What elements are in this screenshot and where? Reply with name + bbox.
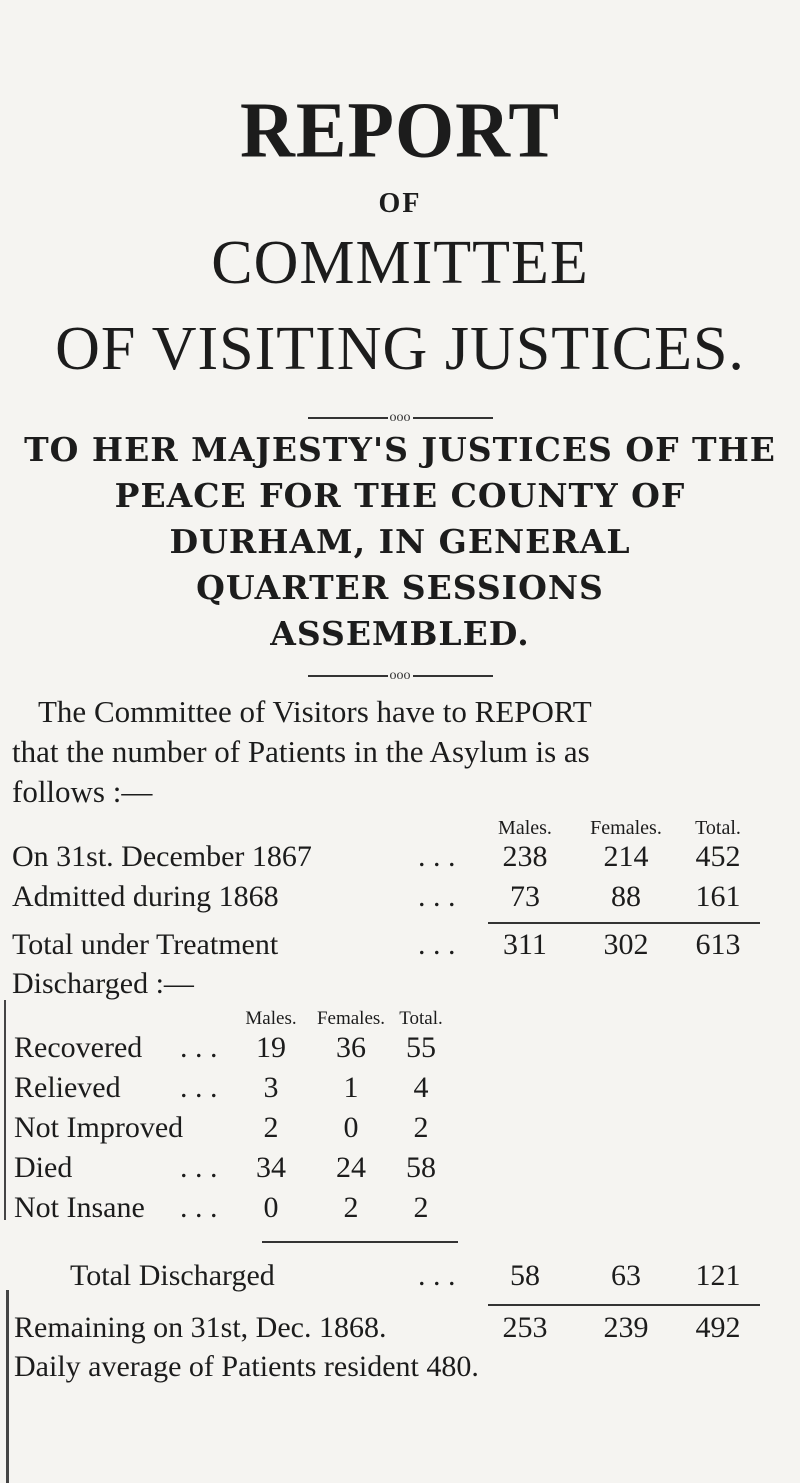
sum-rule bbox=[488, 922, 760, 924]
discharged-males-not-improved: 2 bbox=[263, 1111, 279, 1144]
separator-line bbox=[413, 417, 493, 419]
row-label-total-treatment: Total under Treatment bbox=[12, 928, 279, 961]
discharged-dots: . . . bbox=[180, 1031, 218, 1064]
separator-bottom bbox=[0, 668, 800, 684]
cell-males-treatment: 311 bbox=[503, 928, 547, 961]
row-label-1867: On 31st. December 1867 bbox=[12, 840, 312, 873]
discharged-females-not-insane: 2 bbox=[343, 1191, 359, 1224]
separator-line bbox=[413, 675, 493, 677]
address-line-5: ASSEMBLED. bbox=[270, 614, 530, 653]
cell-females-discharged: 63 bbox=[611, 1259, 641, 1292]
discharged-dots: . . . bbox=[180, 1071, 218, 1104]
discharged-females-relieved: 1 bbox=[343, 1071, 359, 1104]
discharged-total-not-insane: 2 bbox=[413, 1191, 429, 1224]
discharged-total-died: 58 bbox=[406, 1151, 436, 1184]
discharged-females-not-improved: 0 bbox=[343, 1111, 359, 1144]
total-discharged-label: Total Discharged bbox=[70, 1259, 275, 1292]
discharged-total-not-improved: 2 bbox=[413, 1111, 429, 1144]
discharged-males-recovered: 19 bbox=[256, 1031, 286, 1064]
separator-line bbox=[308, 417, 388, 419]
discharged-label-relieved: Relieved bbox=[14, 1071, 121, 1104]
address-line-4: QUARTER SESSIONS bbox=[196, 568, 604, 607]
sub-header-females: Females. bbox=[316, 1008, 386, 1029]
cell-total-treatment: 613 bbox=[695, 928, 741, 961]
cell-females-admitted: 88 bbox=[611, 880, 641, 913]
page-edge-mark bbox=[6, 1290, 9, 1483]
discharged-label-not-improved: Not Improved bbox=[14, 1111, 184, 1144]
title-of: OF bbox=[378, 188, 422, 219]
discharged-females-recovered: 36 bbox=[336, 1031, 366, 1064]
separator-ooo: ooo bbox=[389, 410, 411, 425]
row-label-admitted: Admitted during 1868 bbox=[12, 880, 279, 913]
discharged-label-not-insane: Not Insane bbox=[14, 1191, 145, 1224]
daily-average: Daily average of Patients resident 480. bbox=[14, 1350, 479, 1383]
intro-line-1: The Committee of Visitors have to REPORT bbox=[38, 694, 592, 729]
discharged-total-recovered: 55 bbox=[406, 1031, 436, 1064]
cell-males-1867: 238 bbox=[502, 840, 548, 873]
address-line-1: TO HER MAJESTY'S JUSTICES OF THE bbox=[24, 430, 776, 469]
separator-line bbox=[308, 675, 388, 677]
header-total: Total. bbox=[695, 817, 741, 839]
intro-line-3: follows :— bbox=[12, 774, 153, 809]
row-dots: . . . bbox=[418, 1259, 456, 1292]
sub-header-males: Males. bbox=[245, 1008, 297, 1029]
row-dots: . . . bbox=[418, 840, 456, 873]
cell-males-discharged: 58 bbox=[510, 1259, 540, 1292]
discharged-sum-rule bbox=[262, 1241, 458, 1243]
discharged-total-relieved: 4 bbox=[413, 1071, 429, 1104]
cell-females-1867: 214 bbox=[603, 840, 649, 873]
cell-total-discharged: 121 bbox=[695, 1259, 741, 1292]
cell-total-1867: 452 bbox=[695, 840, 741, 873]
discharged-label-died: Died bbox=[14, 1151, 73, 1184]
cell-females-treatment: 302 bbox=[603, 928, 649, 961]
discharged-label: Discharged :— bbox=[12, 967, 194, 1000]
discharged-label-recovered: Recovered bbox=[14, 1031, 143, 1064]
cell-total-admitted: 161 bbox=[695, 880, 741, 913]
report-title: REPORT bbox=[239, 85, 561, 175]
remaining-label: Remaining on 31st, Dec. 1868. bbox=[14, 1311, 387, 1344]
separator-ooo: ooo bbox=[389, 668, 411, 683]
discharged-dots: . . . bbox=[180, 1151, 218, 1184]
discharged-males-not-insane: 0 bbox=[263, 1191, 279, 1224]
title-committee: COMMITTEE bbox=[211, 229, 589, 297]
header-males: Males. bbox=[498, 817, 552, 839]
cell-males-remaining: 253 bbox=[502, 1311, 548, 1344]
discharged-males-died: 34 bbox=[256, 1151, 286, 1184]
page-edge-mark bbox=[4, 1000, 6, 1220]
remaining-rule bbox=[488, 1304, 760, 1306]
row-dots: . . . bbox=[418, 928, 456, 961]
intro-line-2: that the number of Patients in the Asylum is as bbox=[12, 734, 590, 769]
title-visiting-justices: OF VISITING JUSTICES. bbox=[55, 315, 745, 383]
address-line-3: DURHAM, IN GENERAL bbox=[169, 522, 631, 561]
discharged-males-relieved: 3 bbox=[263, 1071, 279, 1104]
cell-males-admitted: 73 bbox=[510, 880, 540, 913]
discharged-dots: . . . bbox=[180, 1191, 218, 1224]
sub-header-total: Total. bbox=[399, 1008, 443, 1029]
discharged-females-died: 24 bbox=[336, 1151, 366, 1184]
cell-total-remaining: 492 bbox=[695, 1311, 741, 1344]
separator-top bbox=[0, 410, 800, 426]
address-line-2: PEACE FOR THE COUNTY OF bbox=[114, 476, 686, 515]
row-dots: . . . bbox=[418, 880, 456, 913]
header-females: Females. bbox=[590, 817, 662, 839]
cell-females-remaining: 239 bbox=[603, 1311, 649, 1344]
